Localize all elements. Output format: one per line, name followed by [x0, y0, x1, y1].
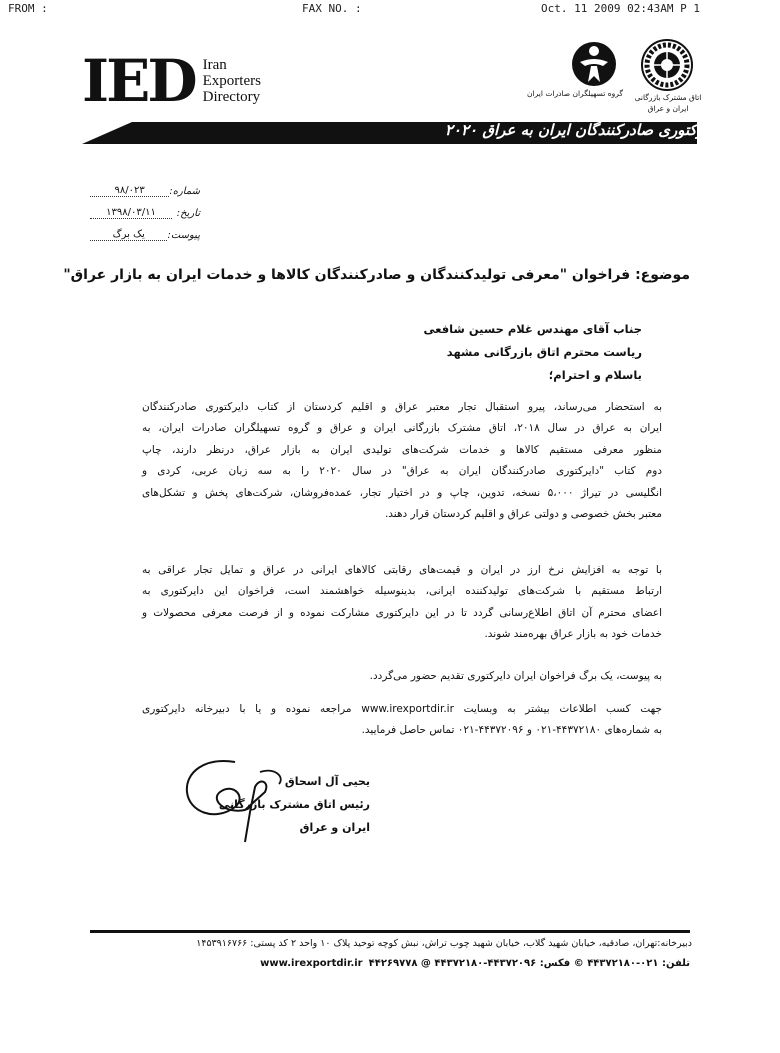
paragraph-line: با توجه به افزایش نرخ ارز در ایران و قیمت‌های رقابتی کالاهای ایرانی در عراق و تمایل تجار عراقی به — [142, 564, 662, 576]
paragraph-line: ایران به عراق در سال ۲۰۱۸، اتاق مشترک بازرگانی ایران و عراق و گروه تسهیلگران صادرات ایران، به — [142, 422, 662, 435]
paragraph-contact — [142, 699, 662, 742]
fax-datetime: Oct. 11 2009 02:43AM P 1 — [541, 2, 700, 15]
paragraph-line: منظور معرفی مستقیم کالاها و خدمات شرکت‌های تولیدی ایران به بازار عراق، درنظر دارند، چاپ — [142, 443, 662, 456]
paragraph-line: انگلیسی در تیراژ ۵،۰۰۰ نسخه، تدوین، چاپ و در اختیار تجار، عمده‌فروشان، شرکت‌های پخش و تشکل‌های — [142, 486, 662, 499]
signatory-title: رئیس اتاق مشترک بازرگانی — [218, 798, 370, 811]
ref-date-label: تاریخ: — [176, 208, 200, 219]
paragraph-line: به استحضار می‌رساند، پیرو استقبال تجار معتبر عراق و اقلیم کردستان از کتاب دایرکتوری صادرکنندگان — [142, 401, 662, 413]
paragraph-line: خدمات خود به بازار عراق بهره‌مند شوند. — [484, 628, 662, 641]
signatory-block — [219, 770, 370, 839]
footer-phone-fax: تلفن: ۰۲۱-۴۴۳۷۲۱۸۰ © فکس: ۴۴۳۷۲۰۹۶-۴۴۳۷۲۱۸۰ @ ۴۴۲۶۹۷۷۸ — [368, 958, 690, 969]
ref-number-label: شماره: — [169, 186, 200, 197]
ied-logo-line-directory: Directory — [202, 89, 261, 105]
addressee-block — [242, 318, 642, 387]
paragraph-request — [142, 560, 662, 646]
paragraph-line: اعضای محترم آن اتاق اطلاع‌رسانی گردد تا در این دایرکتوری مشارکت نموده و از فرصت معرفی محصولات و — [142, 606, 662, 619]
chamber-caption — [628, 92, 708, 114]
greeting: باسلام و احترام؛ — [548, 368, 642, 382]
chamber-caption-line2: ایران و عراق — [647, 104, 689, 113]
ied-logo-letters: IED — [82, 47, 195, 115]
chamber-caption-line1: اتاق مشترک بازرگانی — [634, 93, 702, 102]
paragraph-line: ارتباط مستقیم با شرکت‌های تولیدکننده ایرانی، بدینوسیله خواهشمند است، فراخوان این دایرکتوری به — [142, 585, 662, 598]
paragraph-line: دوم کتاب "دایرکتوری صادرکنندگان ایران به عراق" در سال ۲۰۲۰ را به سه زبان عربی، کردی و — [142, 465, 662, 478]
ref-attachment-value: یک برگ — [90, 229, 167, 241]
paragraph-attachment — [142, 666, 662, 687]
footer-address: دبیرخانه:تهران، صادقیه، خیابان شهید گلاب، خیابان شهید چوب تراش، نبش کوچه توحید پلاک ۱۰ واحد ۲ کد پستی: ۱۴۵۳۹۱۶۷۶۶ — [196, 938, 692, 949]
ref-attachment-label: پیوست: — [167, 230, 200, 241]
fax-from: FROM : — [8, 2, 48, 15]
reference-fields — [90, 175, 200, 241]
ied-logo — [82, 47, 261, 115]
addressee-position: ریاست محترم اتاق بازرگانی مشهد — [446, 345, 642, 359]
ied-logo-line-iran: Iran — [202, 57, 227, 73]
paragraph-line: جهت کسب اطلاعات بیشتر به وبسایت www.irexportdir.ir مراجعه نموده و یا با دبیرخانه دایرکتوری — [142, 703, 662, 715]
signatory-name: یحیی آل اسحاق — [284, 775, 370, 788]
ref-date-value: ۱۳۹۸/۰۳/۱۱ — [90, 207, 172, 219]
ref-number-row — [90, 175, 200, 197]
ied-logo-line-exporters: Exporters — [202, 73, 261, 89]
ref-attachment-row — [90, 219, 200, 241]
paragraph-line: به پیوست، یک برگ فراخوان ایران دایرکتوری تقدیم حضور می‌گردد. — [369, 670, 662, 682]
exporters-group-caption: گروه تسهیلگران صادرات ایران — [527, 89, 623, 98]
footer-divider — [90, 930, 690, 933]
paragraph-line: به شماره‌های ۴۴۳۷۲۱۸۰-۰۲۱ و ۴۴۳۷۲۰۹۶-۰۲۱ تماس حاصل فرمایید. — [361, 724, 662, 737]
banner-title: دایرکتوری صادرکنندگان ایران به عراق ۲۰۲۰ — [444, 121, 720, 139]
exporters-group-logo-icon — [570, 38, 618, 88]
fax-number-label: FAX NO. : — [302, 2, 362, 15]
letter-subject: موضوع: فراخوان "معرفی تولیدکنندگان و صادرکنندگان کالاها و خدمات ایران به بازار عراق" — [63, 267, 690, 283]
ied-logo-text — [203, 57, 261, 105]
footer-website-link[interactable]: www.irexportdir.ir — [260, 958, 363, 969]
chamber-of-commerce-logo-icon — [640, 38, 694, 92]
signatory-organization: ایران و عراق — [299, 821, 370, 834]
footer-contacts-row — [260, 958, 690, 969]
paragraph-line: معتبر بخش خصوصی و دولتی عراق و اقلیم کردستان قرار دهند. — [384, 508, 662, 521]
paragraph-intro — [142, 397, 662, 525]
addressee-name: جناب آقای مهندس غلام حسین شافعی — [423, 322, 642, 336]
ref-date-row — [90, 197, 200, 219]
ref-number-value: ۹۸/۰۲۳ — [90, 185, 169, 197]
